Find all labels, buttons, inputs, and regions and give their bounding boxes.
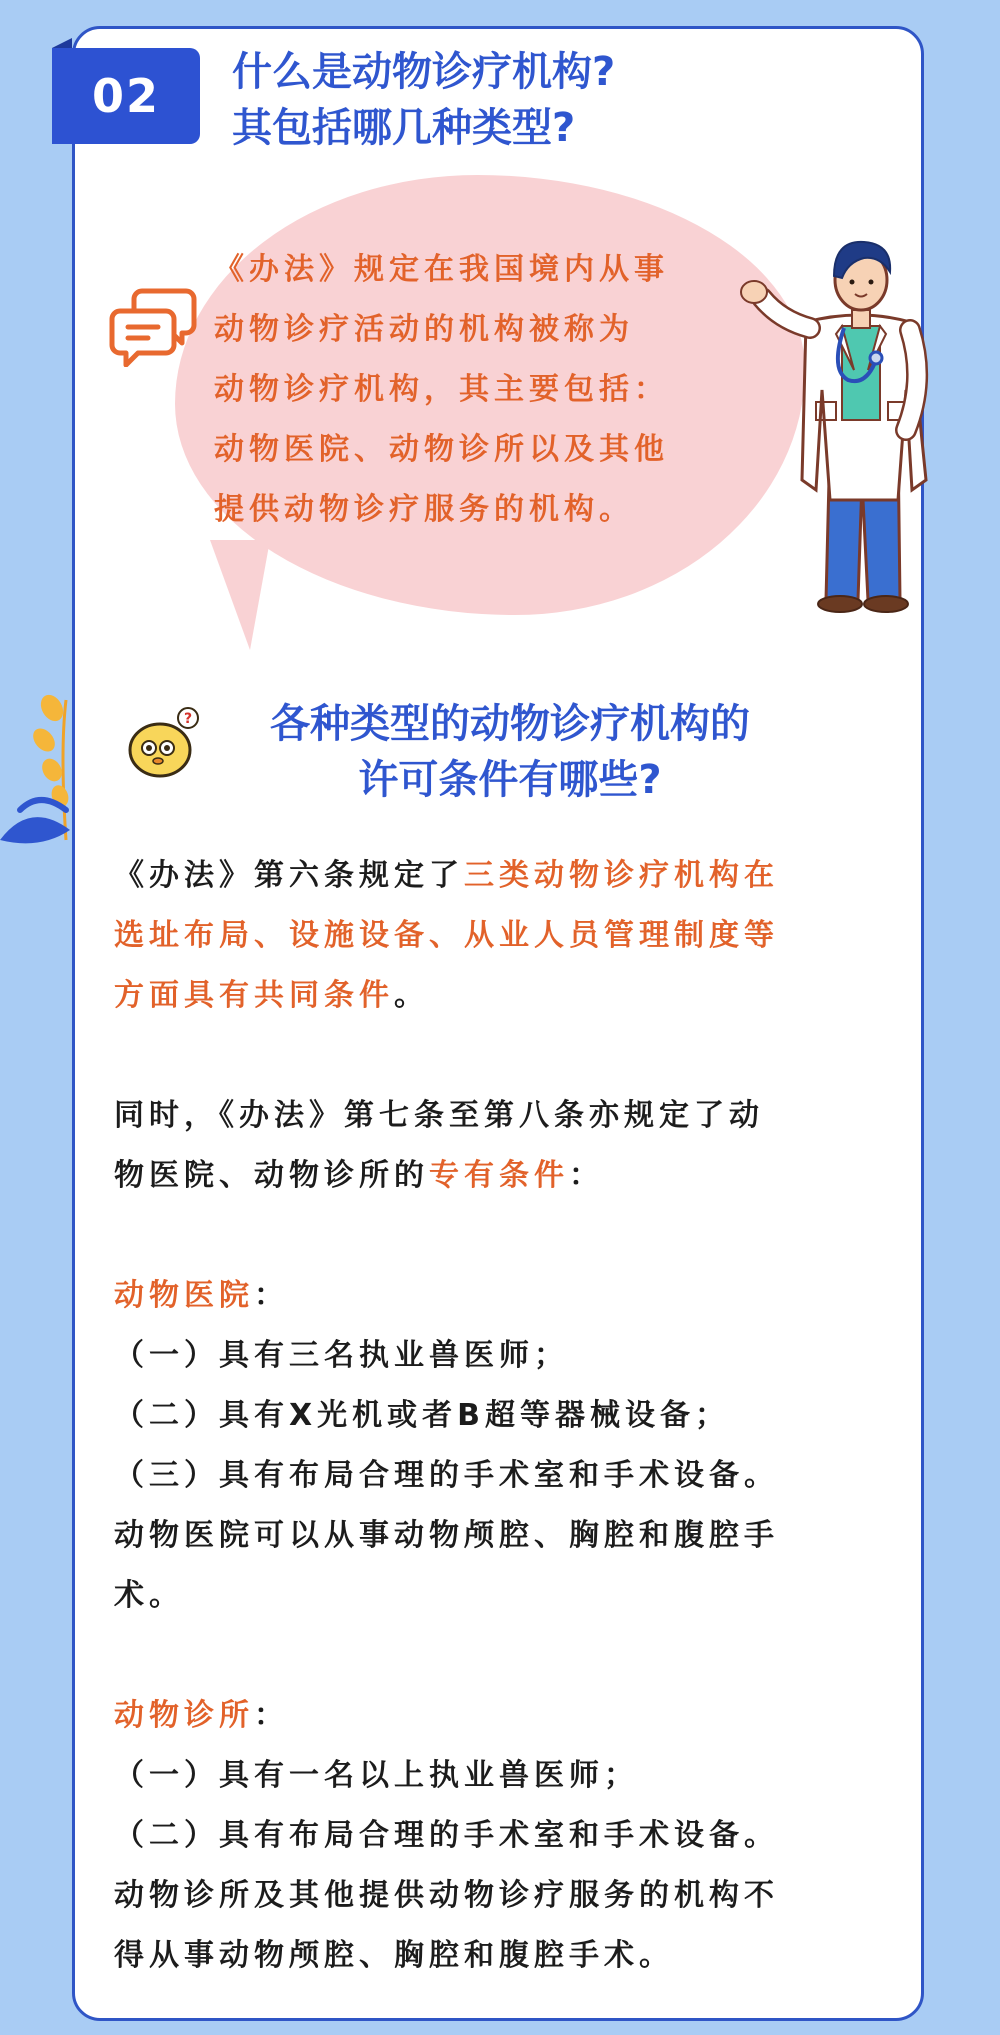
paragraph1-plain: 《办法》第六条规定了 — [114, 858, 464, 893]
paragraph2-end: ： — [569, 1158, 604, 1193]
hospital-note-line: 术。 — [114, 1578, 184, 1613]
clinic-item: （二）具有布局合理的手术室和手术设备。 — [114, 1818, 779, 1853]
clinic-heading — [114, 1686, 904, 1746]
hospital-item: （二）具有X光机或者B超等器械设备； — [114, 1398, 730, 1433]
paragraph2-highlight: 专有条件 — [429, 1158, 569, 1193]
clinic-heading-colon: ： — [254, 1698, 289, 1733]
paragraph1-plain: 。 — [394, 978, 429, 1013]
hospital-item: （三）具有布局合理的手术室和手术设备。 — [114, 1458, 779, 1493]
doctor-illustration — [730, 230, 970, 624]
subsection-title — [200, 696, 820, 808]
leaf-decoration — [0, 690, 78, 854]
section-number: 02 — [91, 69, 160, 123]
paragraph1-highlight: 选址布局、设施设备、从业人员管理制度等 — [114, 918, 779, 953]
clinic-note-line: 得从事动物颅腔、胸腔和腹腔手术。 — [114, 1938, 674, 1973]
paragraph1-line-1 — [114, 846, 904, 906]
chat-bubble-icon — [108, 283, 200, 371]
subsection-title-line-2: 许可条件有哪些? — [358, 757, 662, 803]
paragraph1-line-2 — [114, 906, 904, 966]
hospital-heading — [114, 1266, 904, 1326]
clinic-heading-text: 动物诊所 — [114, 1698, 254, 1733]
bubble-line: 《办法》规定在我国境内从事 — [214, 252, 669, 287]
speech-bubble-tail — [210, 540, 270, 650]
bubble-line: 提供动物诊疗服务的机构。 — [214, 492, 634, 527]
question-chick-icon — [126, 706, 202, 784]
section-title-line-2: 其包括哪几种类型? — [232, 105, 576, 151]
svg-text:?: ? — [183, 711, 193, 727]
clinic-item: （一）具有一名以上执业兽医师； — [114, 1758, 639, 1793]
bubble-line: 动物诊疗机构，其主要包括： — [214, 372, 669, 407]
bubble-text — [214, 240, 734, 540]
clinic-note-line: 动物诊所及其他提供动物诊疗服务的机构不 — [114, 1878, 779, 1913]
paragraph2-line-2 — [114, 1146, 904, 1206]
bubble-line: 动物诊疗活动的机构被称为 — [214, 312, 634, 347]
hospital-heading-text: 动物医院 — [114, 1278, 254, 1313]
hospital-note-line: 动物医院可以从事动物颅腔、胸腔和腹腔手 — [114, 1518, 779, 1553]
section-number-badge — [52, 48, 200, 144]
hospital-item: （一）具有三名执业兽医师； — [114, 1338, 569, 1373]
body-text — [114, 846, 904, 1986]
paragraph1-highlight: 方面具有共同条件 — [114, 978, 394, 1013]
section-title — [232, 44, 615, 156]
hospital-heading-colon: ： — [254, 1278, 289, 1313]
section-title-line-1: 什么是动物诊疗机构? — [232, 49, 616, 95]
paragraph1-highlight: 三类动物诊疗机构在 — [464, 858, 779, 893]
paragraph2-line-1: 同时，《办法》第七条至第八条亦规定了动 — [114, 1098, 764, 1133]
paragraph2-plain: 物医院、动物诊所的 — [114, 1158, 429, 1193]
bubble-line: 动物医院、动物诊所以及其他 — [214, 432, 669, 467]
paragraph1-line-3 — [114, 966, 904, 1026]
subsection-title-line-1: 各种类型的动物诊疗机构的 — [270, 701, 750, 747]
